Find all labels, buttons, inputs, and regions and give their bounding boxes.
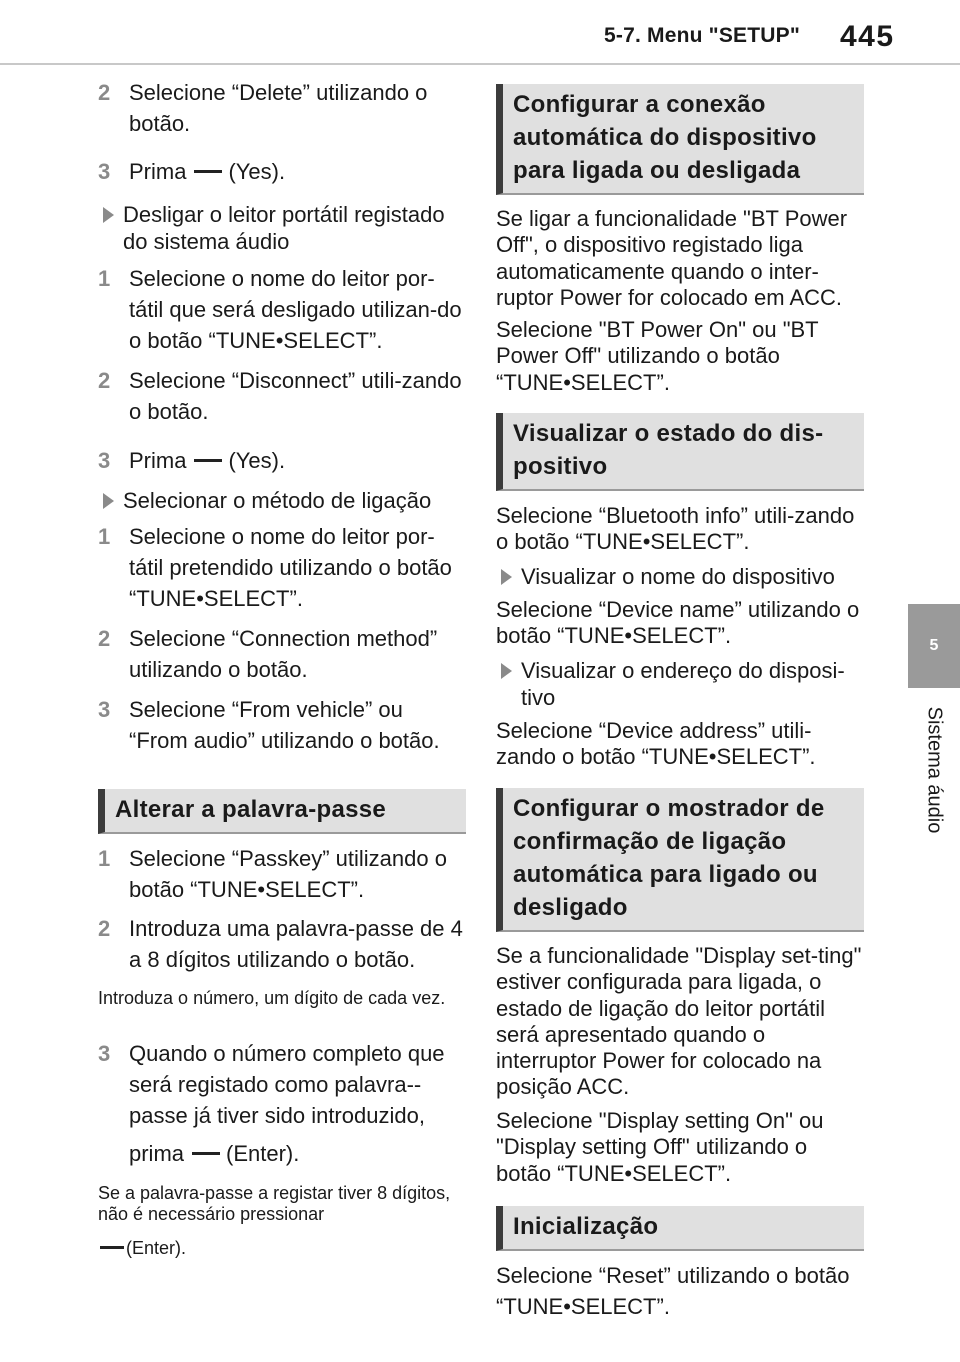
step-text: prima [129,1141,185,1166]
step-from-vehicle [98,694,466,756]
note-digit: Introduza o número, um dígito de cada vez. [98,988,446,1008]
page-number: 445 [840,20,895,53]
section-heading-display-setting: Configurar o mostrador de confirmação de ligação automática para ligado ou desligado [496,788,864,932]
triangle-bullet-icon [501,663,512,679]
subheading-text: Selecionar o método de ligação [123,488,432,513]
subheading-text: Visualizar o endereço do disposi-tivo [521,658,845,710]
step-text: Quando o número completo que será registado como palavra--passe já tiver sido introduzido, [129,1041,445,1128]
paragraph: Selecione “Bluetooth info” utili-zando o botão “TUNE•SELECT”. [496,503,855,555]
chapter-label: Sistema áudio [923,706,946,834]
paragraph: Selecione “Device address” utili-zando o botão “TUNE•SELECT”. [496,718,816,770]
step-select-player [98,263,466,356]
step-text: Prima [129,448,187,473]
triangle-bullet-icon [103,207,114,223]
chapter-tab [908,604,960,688]
step-press-enter [98,1138,466,1169]
step-text: (Yes). [228,159,286,184]
paragraph-reset [496,1260,864,1322]
note-8-digits: Se a palavra-passe a registar tiver 8 dígitos, não é necessário pressionar [98,1183,451,1224]
triangle-bullet-icon [501,569,512,585]
subheading-connection-method [98,487,466,514]
paragraph: Selecione "BT Power On" ou "BT Power Off" utilizando o botão “TUNE•SELECT”. [496,317,819,395]
step-number: 3 [98,697,111,722]
step-text: Selecione “From vehicle” ou “From audio” utilizando o botão. [129,697,440,753]
step-text: Selecione “Connection method” utilizando o botão. [129,626,438,682]
step-number: 2 [98,368,111,393]
triangle-bullet-icon [103,493,114,509]
step-connection-method [98,623,466,685]
note-enter [98,1238,466,1259]
subheading-device-address [496,657,864,711]
step-enter-passkey [98,913,466,975]
section-heading-auto-connect: Configurar a conexão automática do dispositivo para ligada ou desligada [496,84,864,195]
section-title: 5-7. Menu "SETUP" [604,24,801,47]
subheading-disconnect [98,201,466,255]
step-text: Selecione “Passkey” utilizando o botão “TUNE•SELECT”. [129,846,447,902]
step-text: Selecione “Delete” utilizando o botão. [129,80,428,136]
step-text: Selecione o nome do leitor por-tátil que será desligado utilizan-do o botão “TUNE•SELECT”. [129,266,462,353]
step-number: 3 [98,1041,111,1066]
step-number: 1 [98,266,111,291]
step-text: Selecione o nome do leitor por-tátil pretendido utilizando o botão “TUNE•SELECT”. [129,524,452,611]
button-icon [192,1152,220,1155]
step-select-player [98,521,466,614]
paragraph: Se a funcionalidade "Display set-ting" estiver configurada para ligada, o estado de ligação do leitor portátil será apresentado quando o interruptor Power for colocado na posição ACC. [496,943,862,1100]
step-text: Selecione “Disconnect” utili-zando o botão. [129,368,462,424]
section-heading-passkey: Alterar a palavra-passe [98,789,466,834]
note-text: (Enter). [126,1238,187,1258]
step-disconnect [98,365,466,427]
step-text: Selecione “Reset” utilizando o botão “TUNE•SELECT”. [496,1263,850,1319]
paragraph: Se ligar a funcionalidade "BT Power Off", o dispositivo registado liga automaticamente quando o inter-ruptor Power for colocado em ACC. [496,206,848,310]
subheading-text: Desligar o leitor portátil registado do sistema áudio [123,202,445,254]
button-icon [194,459,222,462]
step-number: 1 [98,846,111,871]
step-number: 2 [98,916,111,941]
section-heading-device-status: Visualizar o estado do dis-positivo [496,413,864,491]
paragraph: Selecione "Display setting On" ou "Display setting Off" utilizando o botão “TUNE•SELECT”. [496,1108,824,1186]
step-delete [98,77,466,139]
step-text: Prima [129,159,187,184]
header-rule [0,63,960,65]
paragraph: Selecione “Device name” utilizando o botão “TUNE•SELECT”. [496,597,860,649]
step-confirm-passkey [98,1038,466,1131]
step-press-yes [98,156,466,187]
step-number: 3 [98,448,111,473]
subheading-text: Visualizar o nome do dispositivo [521,564,835,589]
button-icon [100,1246,124,1249]
step-text: (Enter). [226,1141,300,1166]
section-heading-initialization: Inicialização [496,1206,864,1251]
step-text: (Yes). [228,448,286,473]
step-passkey [98,843,466,905]
step-number: 1 [98,524,111,549]
subheading-device-name [496,563,864,590]
chapter-number: 5 [929,637,939,654]
button-icon [194,170,222,173]
step-text: Introduza uma palavra-passe de 4 a 8 dígitos utilizando o botão. [129,916,463,972]
step-press-yes [98,445,466,476]
step-number: 2 [98,626,111,651]
step-number: 3 [98,159,111,184]
step-number: 2 [98,80,111,105]
